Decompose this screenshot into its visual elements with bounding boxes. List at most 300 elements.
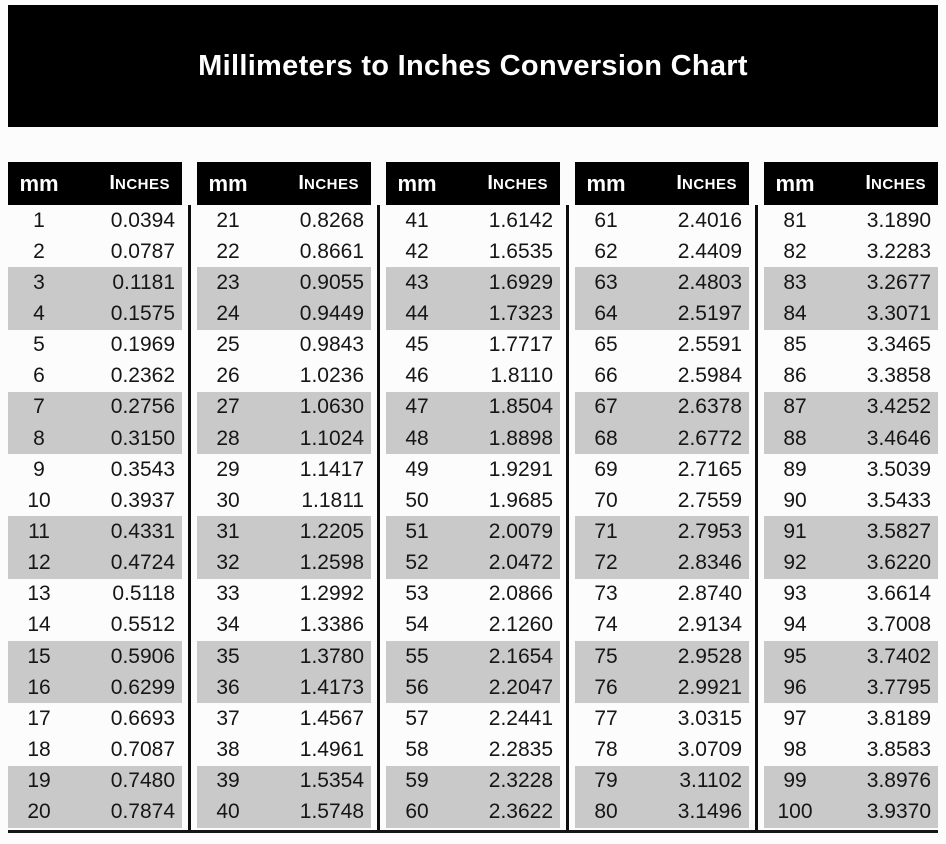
inches-value: 3.4252 xyxy=(866,395,931,419)
inches-value: 1.4173 xyxy=(299,675,364,699)
mm-value: 35 xyxy=(216,644,240,668)
table-row xyxy=(386,485,560,516)
table-row xyxy=(575,516,749,547)
mm-value: 51 xyxy=(405,519,429,543)
mm-value: 68 xyxy=(594,426,618,450)
inches-value: 3.4646 xyxy=(866,426,931,450)
inches-value: 0.8268 xyxy=(299,208,364,232)
inches-value: 2.4016 xyxy=(677,208,742,232)
inches-value: 2.2441 xyxy=(488,706,553,730)
mm-value: 44 xyxy=(405,301,429,325)
mm-value: 8 xyxy=(33,426,45,450)
inches-value: 0.7480 xyxy=(110,769,175,793)
mm-value: 42 xyxy=(405,239,429,263)
inches-value: 2.6378 xyxy=(677,395,742,419)
inches-value: 2.7165 xyxy=(677,457,742,481)
table-row xyxy=(197,236,371,267)
table-row xyxy=(8,392,182,423)
inches-value: 1.8110 xyxy=(490,364,553,388)
mm-value: 95 xyxy=(783,644,807,668)
inches-value: 0.5906 xyxy=(110,644,175,668)
title-banner xyxy=(8,5,938,127)
bottom-border xyxy=(8,830,938,833)
inches-value: 0.7874 xyxy=(110,800,175,824)
table-row xyxy=(8,672,182,703)
inches-value: 2.2835 xyxy=(488,737,553,761)
table-row xyxy=(8,236,182,267)
inches-value: 2.4409 xyxy=(677,239,742,263)
table-row xyxy=(386,548,560,579)
mm-value: 16 xyxy=(27,675,51,699)
inches-value: 2.5984 xyxy=(677,364,742,388)
mm-value: 99 xyxy=(783,769,807,793)
table-row xyxy=(386,703,560,734)
table-row xyxy=(197,330,371,361)
mm-value: 41 xyxy=(405,208,429,232)
inches-value: 1.6535 xyxy=(488,239,553,263)
inches-value: 0.3937 xyxy=(110,488,175,512)
inches-column-header: INCHES xyxy=(676,172,737,194)
mm-value: 33 xyxy=(216,582,240,606)
table-row xyxy=(8,579,182,610)
mm-value: 32 xyxy=(216,551,240,575)
table-header xyxy=(764,162,938,205)
mm-value: 77 xyxy=(594,706,618,730)
table-row xyxy=(575,267,749,298)
table-row xyxy=(575,485,749,516)
mm-value: 11 xyxy=(28,519,50,543)
inches-value: 2.9134 xyxy=(677,613,742,637)
table-row xyxy=(764,766,938,797)
inches-value: 0.3543 xyxy=(110,457,175,481)
table-section-5 xyxy=(764,162,938,828)
table-row xyxy=(575,205,749,236)
table-row xyxy=(386,797,560,828)
mm-value: 82 xyxy=(783,239,807,263)
inches-value: 0.7087 xyxy=(110,737,175,761)
table-row xyxy=(197,205,371,236)
mm-value: 78 xyxy=(594,737,618,761)
table-row xyxy=(764,797,938,828)
table-header xyxy=(8,162,182,205)
inches-value: 1.7323 xyxy=(488,301,553,325)
table-row xyxy=(575,548,749,579)
inches-value: 1.9685 xyxy=(488,488,553,512)
table-row xyxy=(386,423,560,454)
inches-value: 2.0866 xyxy=(488,582,553,606)
table-row xyxy=(197,298,371,329)
mm-value: 94 xyxy=(783,613,807,637)
table-row xyxy=(8,267,182,298)
table-row xyxy=(8,766,182,797)
mm-column-header: mm xyxy=(586,170,626,196)
mm-value: 14 xyxy=(27,613,51,637)
table-row xyxy=(386,516,560,547)
mm-value: 72 xyxy=(594,551,618,575)
mm-value: 18 xyxy=(27,737,51,761)
mm-value: 29 xyxy=(216,457,240,481)
mm-value: 43 xyxy=(405,270,429,294)
inches-value: 3.3465 xyxy=(866,333,931,357)
table-row xyxy=(8,610,182,641)
table-row xyxy=(575,392,749,423)
inches-value: 1.5354 xyxy=(299,769,364,793)
table-row xyxy=(386,641,560,672)
table-row xyxy=(8,361,182,392)
inches-value: 0.6299 xyxy=(110,675,175,699)
table-row xyxy=(386,392,560,423)
inches-value: 2.5197 xyxy=(677,301,742,325)
table-row xyxy=(764,485,938,516)
mm-value: 61 xyxy=(594,208,618,232)
table-separator xyxy=(566,205,569,833)
mm-value: 100 xyxy=(777,800,813,824)
inches-value: 0.1969 xyxy=(110,333,175,357)
inches-value: 2.3622 xyxy=(488,800,553,824)
table-row xyxy=(197,672,371,703)
table-row xyxy=(764,579,938,610)
inches-value: 3.1890 xyxy=(866,208,931,232)
mm-value: 21 xyxy=(216,208,240,232)
inches-value: 2.2047 xyxy=(488,675,553,699)
inches-value: 2.4803 xyxy=(677,270,742,294)
conversion-tables xyxy=(8,162,938,828)
inches-value: 1.6929 xyxy=(488,270,553,294)
table-row xyxy=(575,797,749,828)
inches-value: 1.1417 xyxy=(299,457,364,481)
mm-value: 81 xyxy=(783,208,807,232)
mm-value: 20 xyxy=(27,800,51,824)
mm-value: 49 xyxy=(405,457,429,481)
mm-value: 57 xyxy=(405,706,429,730)
table-header xyxy=(386,162,560,205)
table-row xyxy=(197,454,371,485)
mm-value: 73 xyxy=(594,582,618,606)
mm-value: 36 xyxy=(216,675,240,699)
table-row xyxy=(197,361,371,392)
table-row xyxy=(386,734,560,765)
inches-value: 3.2677 xyxy=(866,270,931,294)
mm-value: 91 xyxy=(783,519,807,543)
inches-value: 3.5039 xyxy=(866,457,931,481)
mm-value: 24 xyxy=(216,301,240,325)
mm-value: 5 xyxy=(33,333,45,357)
inches-value: 3.8189 xyxy=(866,706,931,730)
inches-column-header: INCHES xyxy=(487,172,548,194)
mm-value: 88 xyxy=(783,426,807,450)
table-row xyxy=(386,236,560,267)
mm-column-header: mm xyxy=(775,170,815,196)
inches-value: 3.3858 xyxy=(866,364,931,388)
mm-value: 98 xyxy=(783,737,807,761)
inches-value: 3.5433 xyxy=(866,488,931,512)
table-row xyxy=(197,641,371,672)
mm-value: 65 xyxy=(594,333,618,357)
mm-value: 53 xyxy=(405,582,429,606)
table-row xyxy=(575,610,749,641)
table-row xyxy=(8,298,182,329)
table-row xyxy=(386,579,560,610)
inches-value: 2.8740 xyxy=(677,582,742,606)
mm-value: 93 xyxy=(783,582,807,606)
table-row xyxy=(764,392,938,423)
inches-value: 0.3150 xyxy=(110,426,175,450)
table-row xyxy=(8,797,182,828)
mm-value: 23 xyxy=(216,270,240,294)
table-row xyxy=(386,361,560,392)
inches-value: 0.0787 xyxy=(110,239,175,263)
inches-value: 3.2283 xyxy=(866,239,931,263)
inches-column-header: INCHES xyxy=(865,172,926,194)
mm-value: 59 xyxy=(405,769,429,793)
mm-value: 69 xyxy=(594,457,618,481)
table-row xyxy=(8,454,182,485)
mm-value: 1 xyxy=(33,208,45,232)
mm-value: 4 xyxy=(33,301,45,325)
inches-value: 1.5748 xyxy=(299,800,364,824)
table-row xyxy=(386,454,560,485)
inches-value: 2.1260 xyxy=(488,613,553,637)
mm-value: 34 xyxy=(216,613,240,637)
table-row xyxy=(197,797,371,828)
inches-value: 0.6693 xyxy=(110,706,175,730)
inches-value: 1.8898 xyxy=(488,426,553,450)
inches-value: 3.7402 xyxy=(866,644,931,668)
table-row xyxy=(575,579,749,610)
mm-value: 50 xyxy=(405,488,429,512)
mm-value: 84 xyxy=(783,301,807,325)
inches-value: 0.1181 xyxy=(112,270,175,294)
mm-value: 46 xyxy=(405,364,429,388)
table-row xyxy=(764,610,938,641)
mm-value: 26 xyxy=(216,364,240,388)
table-row xyxy=(764,548,938,579)
table-row xyxy=(764,672,938,703)
table-row xyxy=(575,454,749,485)
inches-value: 2.6772 xyxy=(677,426,742,450)
inches-value: 2.3228 xyxy=(488,769,553,793)
inches-value: 1.2992 xyxy=(299,582,364,606)
mm-value: 45 xyxy=(405,333,429,357)
mm-value: 85 xyxy=(783,333,807,357)
table-row xyxy=(575,330,749,361)
mm-value: 2 xyxy=(33,239,45,263)
inches-value: 2.7953 xyxy=(677,519,742,543)
table-row xyxy=(386,672,560,703)
table-row xyxy=(764,236,938,267)
mm-value: 9 xyxy=(33,457,45,481)
table-section-3 xyxy=(386,162,560,828)
inches-value: 2.0079 xyxy=(488,519,553,543)
table-row xyxy=(197,766,371,797)
table-row xyxy=(764,703,938,734)
table-row xyxy=(8,485,182,516)
table-row xyxy=(197,485,371,516)
mm-value: 86 xyxy=(783,364,807,388)
table-header xyxy=(575,162,749,205)
inches-value: 2.0472 xyxy=(488,551,553,575)
table-row xyxy=(575,766,749,797)
mm-value: 19 xyxy=(27,769,51,793)
mm-value: 92 xyxy=(783,551,807,575)
inches-value: 0.9843 xyxy=(299,333,364,357)
table-row xyxy=(575,298,749,329)
mm-value: 28 xyxy=(216,426,240,450)
table-row xyxy=(764,454,938,485)
table-row xyxy=(386,330,560,361)
mm-value: 10 xyxy=(27,488,51,512)
mm-value: 64 xyxy=(594,301,618,325)
inches-value: 1.1811 xyxy=(301,488,364,512)
inches-value: 3.6220 xyxy=(866,551,931,575)
table-row xyxy=(764,205,938,236)
table-row xyxy=(764,267,938,298)
mm-value: 97 xyxy=(783,706,807,730)
inches-value: 0.4724 xyxy=(110,551,175,575)
inches-value: 2.8346 xyxy=(677,551,742,575)
mm-value: 12 xyxy=(27,551,51,575)
mm-value: 31 xyxy=(216,519,240,543)
mm-value: 62 xyxy=(594,239,618,263)
inches-value: 1.3386 xyxy=(299,613,364,637)
inches-value: 3.1102 xyxy=(679,769,742,793)
table-row xyxy=(8,703,182,734)
inches-value: 0.5512 xyxy=(110,613,175,637)
inches-value: 1.0630 xyxy=(299,395,364,419)
inches-value: 1.0236 xyxy=(299,364,364,388)
inches-value: 1.8504 xyxy=(488,395,553,419)
table-row xyxy=(764,361,938,392)
table-row xyxy=(8,516,182,547)
table-section-4 xyxy=(575,162,749,828)
table-row xyxy=(197,548,371,579)
table-row xyxy=(197,703,371,734)
table-row xyxy=(197,516,371,547)
inches-value: 1.7717 xyxy=(488,333,553,357)
inches-value: 3.6614 xyxy=(866,582,931,606)
mm-value: 74 xyxy=(594,613,618,637)
inches-column-header: INCHES xyxy=(298,172,359,194)
mm-value: 37 xyxy=(216,706,240,730)
inches-value: 3.3071 xyxy=(866,301,931,325)
table-separator xyxy=(377,205,380,833)
inches-column-header: INCHES xyxy=(109,172,170,194)
inches-value: 2.9528 xyxy=(677,644,742,668)
inches-value: 0.8661 xyxy=(299,239,364,263)
table-row xyxy=(197,610,371,641)
mm-value: 6 xyxy=(33,364,45,388)
table-row xyxy=(764,641,938,672)
mm-value: 58 xyxy=(405,737,429,761)
mm-column-header: mm xyxy=(397,170,437,196)
table-row xyxy=(8,205,182,236)
inches-value: 3.7008 xyxy=(866,613,931,637)
inches-value: 1.2205 xyxy=(299,519,364,543)
inches-value: 2.9921 xyxy=(677,675,742,699)
table-row xyxy=(197,579,371,610)
mm-value: 66 xyxy=(594,364,618,388)
inches-value: 0.1575 xyxy=(110,301,175,325)
mm-value: 75 xyxy=(594,644,618,668)
table-row xyxy=(8,734,182,765)
mm-value: 30 xyxy=(216,488,240,512)
inches-value: 2.7559 xyxy=(677,488,742,512)
mm-value: 52 xyxy=(405,551,429,575)
inches-value: 1.3780 xyxy=(299,644,364,668)
table-section-2 xyxy=(197,162,371,828)
inches-value: 0.5118 xyxy=(112,582,175,606)
table-section-1 xyxy=(8,162,182,828)
table-row xyxy=(197,392,371,423)
inches-value: 3.8976 xyxy=(866,769,931,793)
page-title: Millimeters to Inches Conversion Chart xyxy=(198,49,748,82)
inches-value: 0.4331 xyxy=(110,519,175,543)
table-row xyxy=(386,610,560,641)
table-row xyxy=(386,298,560,329)
mm-value: 27 xyxy=(216,395,240,419)
inches-value: 3.9370 xyxy=(866,800,931,824)
table-row xyxy=(197,734,371,765)
mm-value: 76 xyxy=(594,675,618,699)
mm-value: 96 xyxy=(783,675,807,699)
mm-value: 79 xyxy=(594,769,618,793)
mm-value: 89 xyxy=(783,457,807,481)
mm-value: 38 xyxy=(216,737,240,761)
inches-value: 1.4567 xyxy=(299,706,364,730)
inches-value: 3.0709 xyxy=(677,737,742,761)
inches-value: 0.0394 xyxy=(110,208,175,232)
table-row xyxy=(764,516,938,547)
table-row xyxy=(575,361,749,392)
table-row xyxy=(386,267,560,298)
mm-value: 60 xyxy=(405,800,429,824)
table-row xyxy=(8,548,182,579)
inches-value: 3.1496 xyxy=(677,800,742,824)
inches-value: 0.9055 xyxy=(299,270,364,294)
table-row xyxy=(386,766,560,797)
mm-value: 48 xyxy=(405,426,429,450)
inches-value: 3.8583 xyxy=(866,737,931,761)
table-row xyxy=(197,267,371,298)
table-header xyxy=(197,162,371,205)
inches-value: 1.1024 xyxy=(299,426,364,450)
inches-value: 1.2598 xyxy=(299,551,364,575)
table-row xyxy=(8,330,182,361)
table-row xyxy=(575,672,749,703)
inches-value: 0.9449 xyxy=(299,301,364,325)
table-row xyxy=(575,236,749,267)
mm-value: 47 xyxy=(405,395,429,419)
inches-value: 1.6142 xyxy=(488,208,553,232)
table-row xyxy=(764,330,938,361)
table-row xyxy=(575,734,749,765)
table-row xyxy=(386,205,560,236)
mm-value: 40 xyxy=(216,800,240,824)
mm-column-header: mm xyxy=(19,170,59,196)
mm-value: 83 xyxy=(783,270,807,294)
table-row xyxy=(8,641,182,672)
mm-value: 90 xyxy=(783,488,807,512)
mm-value: 67 xyxy=(594,395,618,419)
mm-value: 3 xyxy=(33,270,45,294)
inches-value: 0.2756 xyxy=(110,395,175,419)
table-row xyxy=(764,298,938,329)
table-row xyxy=(575,703,749,734)
inches-value: 1.4961 xyxy=(299,737,364,761)
mm-value: 70 xyxy=(594,488,618,512)
mm-value: 54 xyxy=(405,613,429,637)
mm-value: 80 xyxy=(594,800,618,824)
